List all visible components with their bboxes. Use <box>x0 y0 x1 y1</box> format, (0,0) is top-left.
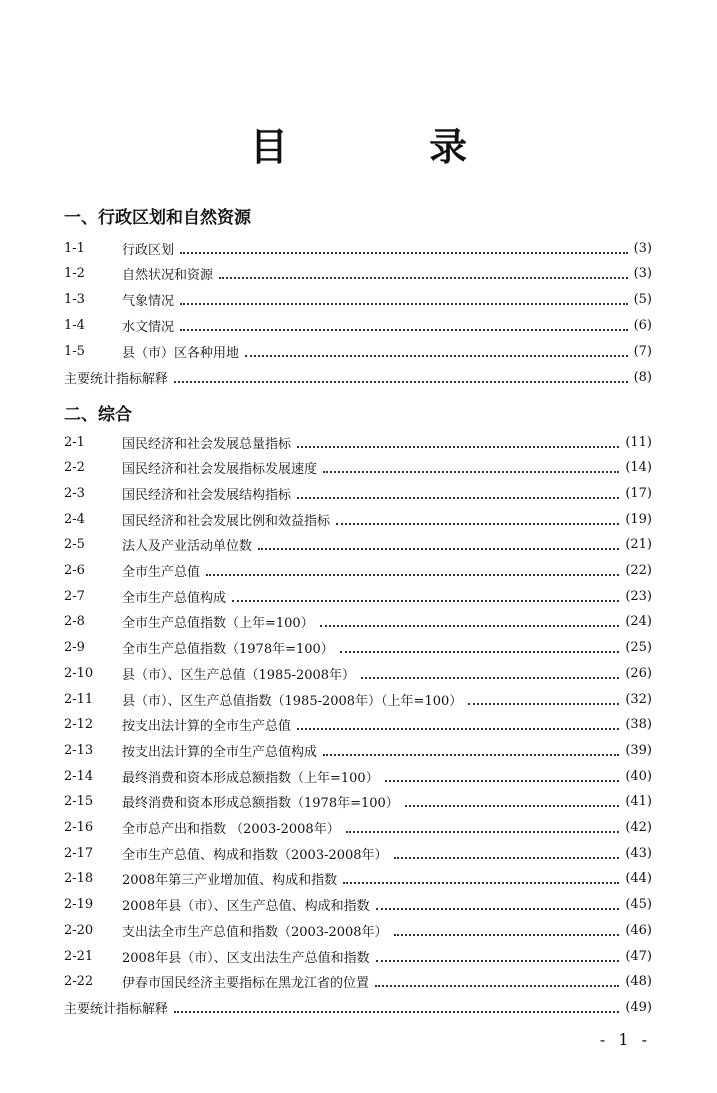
entry-page: (11) <box>625 434 652 450</box>
dot-leader <box>174 380 628 383</box>
entry-number: 1-5 <box>64 343 85 359</box>
dot-leader <box>180 302 628 305</box>
entry-page: (19) <box>625 511 652 527</box>
toc-entry[interactable] <box>64 612 652 632</box>
toc-entry[interactable] <box>64 972 652 992</box>
dot-leader <box>394 856 620 859</box>
dot-leader <box>232 599 619 602</box>
entry-title: 全市生产总值构成 <box>122 590 227 606</box>
entry-number: 2-10 <box>64 665 94 681</box>
toc-entry[interactable] <box>64 290 652 310</box>
entry-page: (22) <box>625 563 652 578</box>
dot-leader <box>394 933 620 936</box>
entry-page: (41) <box>625 794 652 810</box>
entry-page: (49) <box>625 999 652 1015</box>
entry-title: 全市生产总值、构成和指数（2003-2008年） <box>122 847 388 863</box>
dot-leader <box>258 547 619 550</box>
toc-entry[interactable] <box>64 535 652 555</box>
toc-entry[interactable] <box>64 315 652 335</box>
toc-entry[interactable] <box>64 509 652 529</box>
entry-number: 2-1 <box>64 434 85 450</box>
entry-number: 2-13 <box>64 742 94 758</box>
toc-entry[interactable] <box>64 341 652 361</box>
page-number: - 1 - <box>599 1030 651 1049</box>
toc-entry[interactable] <box>64 895 652 915</box>
dot-leader <box>376 907 620 910</box>
entry-number: 2-21 <box>64 948 94 964</box>
dot-leader <box>180 251 628 254</box>
dot-leader <box>206 573 619 576</box>
entry-number: 2-9 <box>64 640 85 656</box>
entry-number: 2-8 <box>64 614 85 630</box>
entry-page: (40) <box>625 768 652 784</box>
entry-title: 2008年县（市）、区生产总值、构成和指数 <box>122 899 370 915</box>
entry-number: 2-16 <box>64 820 94 835</box>
dot-leader <box>340 650 620 653</box>
entry-title: 水文情况 <box>122 319 175 335</box>
entry-title: 全市生产总值指数（上年=100） <box>122 616 314 632</box>
dot-leader <box>180 328 628 331</box>
entry-page: (44) <box>625 871 652 887</box>
entry-title: 按支出法计算的全市生产总值构成 <box>122 744 318 760</box>
toc-entry[interactable] <box>64 818 652 838</box>
dot-leader <box>245 354 628 357</box>
dot-leader <box>361 676 619 679</box>
entry-number: 2-15 <box>64 794 94 810</box>
dot-leader <box>405 804 620 807</box>
entry-page: (26) <box>625 665 652 681</box>
toc-entry[interactable] <box>64 946 652 966</box>
entry-page: (23) <box>625 588 652 604</box>
toc-entry[interactable] <box>64 843 652 863</box>
page-title: 目 录 <box>249 125 532 169</box>
toc-entry[interactable] <box>64 561 652 581</box>
entry-title: 全市总产出和指数 （2003-2008年） <box>122 822 340 837</box>
toc-entry[interactable] <box>64 689 652 709</box>
toc-entry[interactable] <box>64 920 652 940</box>
entry-title: 气象情况 <box>122 294 175 310</box>
entry-page: (5) <box>633 292 652 308</box>
dot-leader <box>219 276 628 279</box>
dot-leader <box>346 830 620 833</box>
entry-page: (43) <box>625 845 652 861</box>
entry-page: (8) <box>633 369 652 385</box>
toc-entry[interactable] <box>64 586 652 606</box>
toc-entry[interactable] <box>64 766 652 786</box>
entry-title: 最终消费和资本形成总额指数（1978年=100） <box>122 796 399 812</box>
entry-number: 2-14 <box>64 768 94 784</box>
dot-leader <box>323 753 619 756</box>
entry-page: (48) <box>625 974 652 990</box>
entry-page: (45) <box>625 897 652 913</box>
toc-entry[interactable] <box>64 792 652 812</box>
entry-title: 国民经济和社会发展结构指标 <box>122 487 292 503</box>
toc-entry[interactable] <box>64 869 652 889</box>
entry-title: 按支出法计算的全市生产总值 <box>122 719 292 735</box>
entry-page: (3) <box>633 266 652 282</box>
entry-number: 2-20 <box>64 922 94 938</box>
section-heading: 一、行政区划和自然资源 <box>64 208 251 228</box>
entry-page: (21) <box>625 537 652 553</box>
entry-title: 行政区划 <box>122 242 175 258</box>
entry-title: 最终消费和资本形成总额指数（上年=100） <box>122 770 379 786</box>
entry-page: (25) <box>625 640 652 656</box>
entry-title: 县（市）、区生产总值（1985-2008年） <box>122 667 356 683</box>
entry-number: 2-7 <box>64 588 85 604</box>
dot-leader <box>174 1010 619 1013</box>
section-heading: 二、综合 <box>64 405 132 425</box>
entry-title: 国民经济和社会发展总量指标 <box>122 436 292 452</box>
entry-number: 2-11 <box>64 691 94 707</box>
entry-title: 县（市）区各种用地 <box>122 345 240 361</box>
entry-page: (6) <box>633 317 652 333</box>
dot-leader <box>297 727 619 730</box>
entry-number: 2-19 <box>64 897 94 913</box>
entry-number: 1-1 <box>64 240 85 256</box>
entry-page: (24) <box>625 614 652 630</box>
entry-title: 伊春市国民经济主要指标在黑龙江省的位置 <box>122 976 370 992</box>
entry-title: 全市生产总值指数（1978年=100） <box>122 642 334 658</box>
entry-page: (38) <box>625 717 652 733</box>
entry-number: 2-22 <box>64 974 94 990</box>
dot-leader <box>336 522 619 525</box>
entry-number: 2-4 <box>64 511 85 527</box>
dot-leader <box>343 881 619 884</box>
entry-title: 县（市）、区生产总值指数（1985-2008年）（上年=100） <box>122 693 463 709</box>
toc-entry[interactable] <box>64 638 652 658</box>
entry-page: (32) <box>625 691 652 707</box>
toc-entry[interactable] <box>64 264 652 284</box>
toc-entry[interactable] <box>64 663 652 683</box>
entry-page: (7) <box>633 343 652 359</box>
entry-title: 全市生产总值 <box>122 565 201 580</box>
entry-title: 2008年县（市）、区支出法生产总值和指数 <box>122 950 370 966</box>
entry-page: (47) <box>625 948 652 964</box>
toc-entry[interactable] <box>64 740 652 760</box>
entry-title: 法人及产业活动单位数 <box>122 539 253 555</box>
dot-leader <box>297 496 619 499</box>
dot-leader <box>385 779 620 782</box>
entry-page: (42) <box>625 820 652 835</box>
toc-entry[interactable] <box>64 458 652 478</box>
toc-entry[interactable] <box>64 997 652 1017</box>
entry-page: (46) <box>625 922 652 938</box>
entry-title: 自然状况和资源 <box>122 268 214 284</box>
entry-number: 2-6 <box>64 563 85 578</box>
entry-title: 主要统计指标解释 <box>64 1001 169 1017</box>
entry-number: 1-2 <box>64 266 85 282</box>
dot-leader <box>320 624 620 627</box>
toc-entry[interactable] <box>64 367 652 387</box>
entry-title: 国民经济和社会发展指标发展速度 <box>122 462 318 478</box>
entry-title: 支出法全市生产总值和指数（2003-2008年） <box>122 924 388 940</box>
entry-number: 2-3 <box>64 485 85 501</box>
entry-page: (17) <box>625 485 652 501</box>
dot-leader <box>323 470 619 473</box>
entry-number: 2-17 <box>64 845 94 861</box>
entry-title: 2008年第三产业增加值、构成和指数 <box>122 873 338 889</box>
entry-number: 2-5 <box>64 537 85 553</box>
entry-page: (14) <box>625 460 652 476</box>
entry-page: (3) <box>633 240 652 256</box>
toc-entry[interactable] <box>64 483 652 503</box>
entry-number: 1-4 <box>64 317 85 333</box>
entry-number: 2-2 <box>64 460 85 476</box>
dot-leader <box>468 702 619 705</box>
dot-leader <box>297 445 619 448</box>
entry-number: 2-12 <box>64 717 94 733</box>
entry-title: 国民经济和社会发展比例和效益指标 <box>122 513 331 529</box>
toc-entry[interactable] <box>64 715 652 735</box>
toc-entry[interactable] <box>64 432 652 452</box>
entry-number: 2-18 <box>64 871 94 887</box>
entry-title: 主要统计指标解释 <box>64 371 169 387</box>
entry-number: 1-3 <box>64 292 85 308</box>
entry-page: (39) <box>625 742 652 758</box>
dot-leader <box>376 959 620 962</box>
toc-entry[interactable] <box>64 238 652 258</box>
dot-leader <box>375 984 619 987</box>
